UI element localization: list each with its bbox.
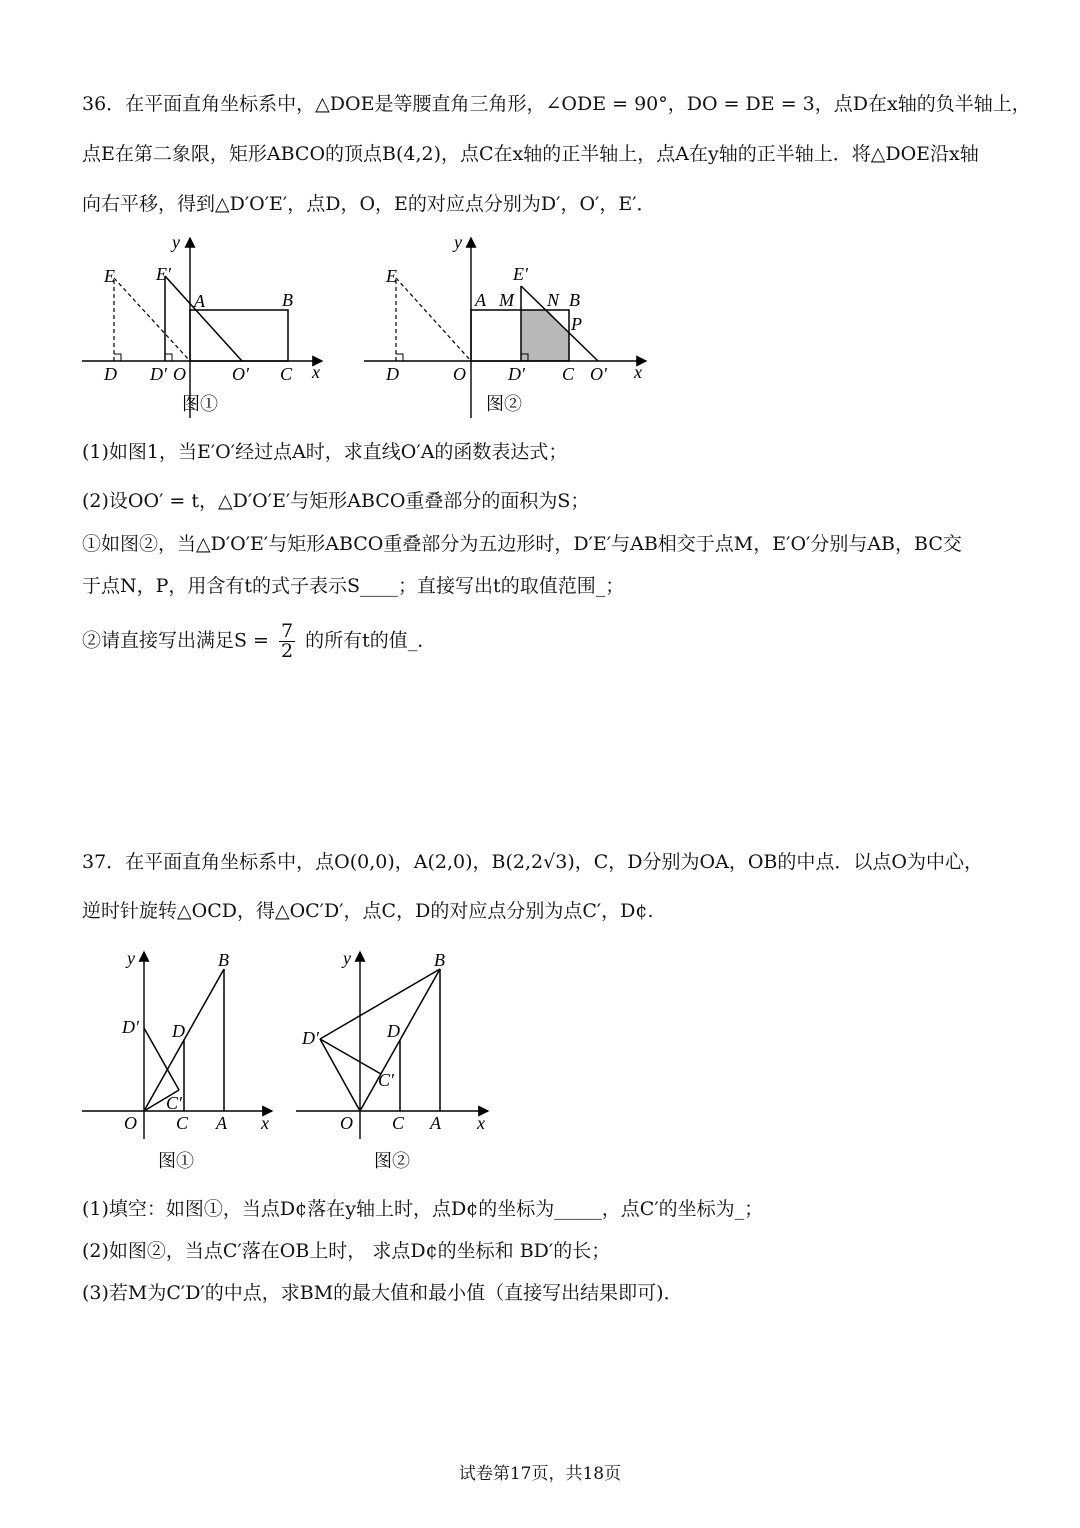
- label-x: x: [312, 362, 320, 382]
- q36-part3a: ①如图②，当△D′O′E′与矩形ABCO重叠部分为五边形时，D′E′与AB相交于点M，E′O′分别与AB，BC交: [82, 533, 962, 555]
- right-angle-mark: [165, 354, 172, 361]
- label-C: C: [392, 1113, 405, 1133]
- q36-line1: 36．在平面直角坐标系中，△DOE是等腰直角三角形，∠ODE = 90°，DO = DE = 3，点D在x轴的负半轴上，: [82, 93, 1031, 115]
- label-x: x: [477, 1113, 485, 1133]
- q37-line2: 逆时针旋转△OCD，得△OC′D′，点C，D的对应点分别为点C′，D¢.: [82, 900, 654, 922]
- fraction-7-2: [279, 622, 295, 661]
- label-C: C: [176, 1113, 189, 1133]
- q36-figure-1: [76, 228, 336, 432]
- label-y: y: [172, 232, 180, 252]
- q37-figure-1: [78, 944, 288, 1183]
- label-B: B: [434, 950, 445, 970]
- label-A: A: [475, 290, 486, 310]
- caption: 图①: [182, 394, 218, 415]
- label-y: y: [127, 948, 135, 968]
- label-C1: C′: [378, 1070, 394, 1090]
- label-M: M: [499, 290, 514, 310]
- q37-figure-2: [292, 944, 502, 1183]
- label-E: E: [104, 266, 115, 286]
- q36-part3b: 于点N，P，用含有t的式子表示S____；直接写出t的取值范围_；: [82, 575, 625, 597]
- label-y: y: [343, 948, 351, 968]
- label-x: x: [261, 1113, 269, 1133]
- overlap-pentagon: [521, 310, 569, 361]
- label-y: y: [454, 232, 462, 252]
- label-O1: O′: [590, 364, 607, 384]
- segment-EO: [396, 278, 471, 361]
- q36-line2: 点E在第二象限，矩形ABCO的顶点B(4,2)，点C在x轴的正半轴上，点A在y轴的正半轴上．将△DOE沿x轴: [82, 143, 979, 165]
- label-A: A: [430, 1113, 441, 1133]
- label-O1: O′: [232, 364, 249, 384]
- segment-D1B: [320, 969, 440, 1039]
- label-E: E: [386, 266, 397, 286]
- q36-part4-after: 的所有t的值_．: [305, 629, 437, 652]
- label-D: D: [172, 1021, 185, 1041]
- label-A: A: [194, 291, 205, 311]
- label-D1: D′: [122, 1017, 139, 1037]
- q36-part1: (1)如图1，当E′O′经过点A时，求直线O′A的函数表达式；: [82, 441, 568, 463]
- q36-line3: 向右平移，得到△D′O′E′，点D，O，E的对应点分别为D′，O′，E′．: [82, 193, 656, 215]
- caption: 图②: [374, 1151, 410, 1172]
- label-A: A: [216, 1113, 227, 1133]
- q36-part4-before: ②请直接写出满足S =: [82, 629, 269, 652]
- label-B: B: [569, 290, 580, 310]
- q37-part2: (2)如图②，当点C′落在OB上时， 求点D¢的坐标和 BD′的长；: [82, 1240, 611, 1262]
- q37-line1: 37．在平面直角坐标系中，点O(0,0)，A(2,0)，B(2,2√3)，C，D分别为OA，OB的中点．以点O为中心，: [82, 851, 983, 873]
- label-B: B: [282, 290, 293, 310]
- q36-part4: [82, 622, 436, 661]
- label-O: O: [173, 364, 186, 384]
- rectangle-ABCO: [190, 310, 288, 361]
- page-footer: 试卷第17页，共18页: [458, 1464, 622, 1484]
- label-D1: D′: [302, 1028, 319, 1048]
- caption: 图②: [486, 394, 522, 415]
- label-O: O: [124, 1113, 137, 1133]
- fraction-numerator: 7: [281, 620, 294, 642]
- label-N: N: [547, 290, 560, 310]
- q36-figure-2: [358, 228, 658, 432]
- label-B: B: [218, 950, 229, 970]
- caption: 图①: [158, 1151, 194, 1172]
- label-C: C: [562, 364, 575, 384]
- label-D1: D′: [508, 364, 525, 384]
- label-E1: E′: [513, 264, 528, 284]
- label-O: O: [340, 1113, 353, 1133]
- label-E1: E′: [156, 264, 171, 284]
- label-D1: D′: [150, 364, 167, 384]
- label-D: D: [387, 1021, 400, 1041]
- label-D: D: [104, 364, 117, 384]
- label-P: P: [571, 314, 582, 334]
- segment-E1O1: [165, 276, 242, 361]
- label-O: O: [453, 364, 466, 384]
- right-angle-mark: [114, 354, 121, 361]
- right-angle-mark: [396, 354, 403, 361]
- q36-part2: (2)设OO′ = t，△D′O′E′与矩形ABCO重叠部分的面积为S；: [82, 490, 590, 512]
- label-D: D: [386, 364, 399, 384]
- label-x: x: [634, 362, 642, 382]
- fraction-denominator: 2: [281, 640, 294, 662]
- label-C: C: [280, 364, 293, 384]
- q37-part1: (1)填空：如图①，当点D¢落在y轴上时，点D¢的坐标为_____，点C′的坐标为_；: [82, 1198, 764, 1220]
- label-C1: C′: [166, 1093, 182, 1113]
- q37-part3: (3)若M为C′D′的中点，求BM的最大值和最小值（直接写出结果即可)．: [82, 1282, 683, 1304]
